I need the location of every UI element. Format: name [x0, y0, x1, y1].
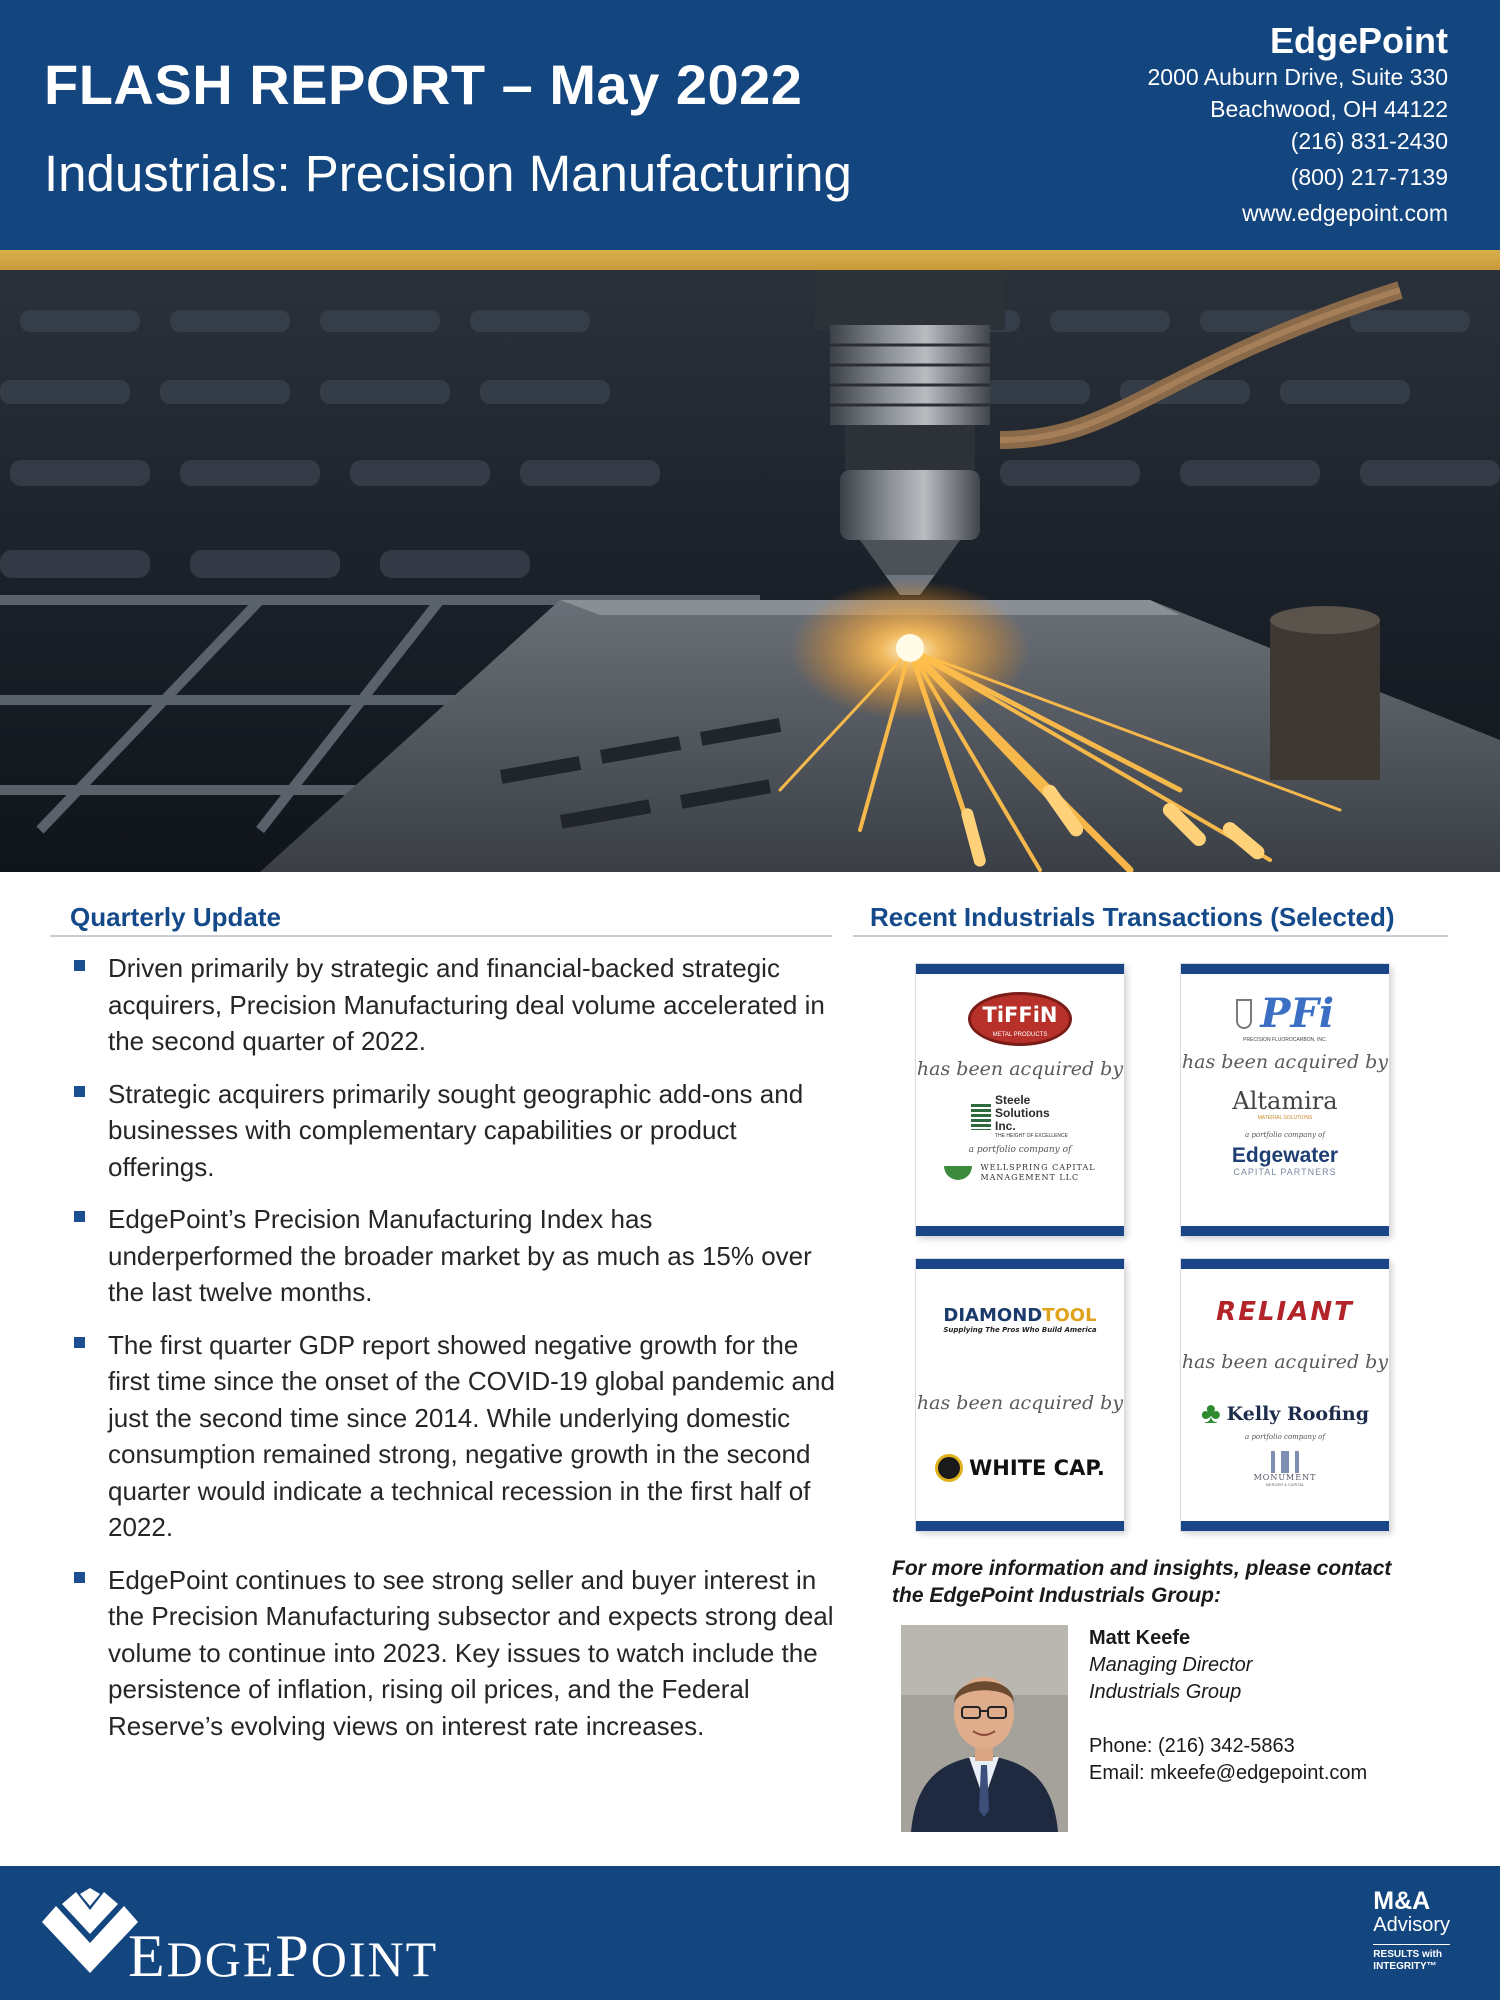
contact-heading: For more information and insights, please contact the EdgePoint Industrials Group: — [892, 1557, 1392, 1607]
firm-contact-block — [1148, 20, 1448, 229]
transactions-rule — [853, 935, 1448, 937]
contact-email[interactable]: Email: mkeefe@edgepoint.com — [1089, 1762, 1368, 1784]
tombstone-pfi — [1181, 964, 1389, 1236]
transactions-heading: Recent Industrials Transactions (Selected) — [870, 902, 1395, 932]
contact-title: Managing Director — [1089, 1654, 1253, 1676]
pfi-logo: PFi PRECISION FLUOROCARBON, INC. — [1181, 990, 1389, 1043]
contact-details — [1089, 1625, 1367, 1787]
list-item: Driven primarily by strategic and financial-backed strategic acquirers, Precision Manufacturing deal volume accelerated in the second quarter of 2022. — [70, 950, 840, 1060]
wellspring-logo: WELLSPRING CAPITAL MANAGEMENT LLC — [916, 1163, 1124, 1183]
quarterly-update-heading: Quarterly Update — [70, 902, 281, 932]
steele-solutions-logo: Steele Solutions Inc. THE HEIGHT OF EXCELLENCE — [960, 1094, 1080, 1139]
kelly-roofing-logo: ♣ Kelly Roofing — [1200, 1397, 1369, 1430]
flask-icon — [1236, 999, 1252, 1029]
phone-local: (216) 831-2430 — [1290, 128, 1448, 155]
tiffin-logo: TiFFiN METAL PRODUCTS — [968, 992, 1072, 1046]
tombstone-tiffin — [916, 964, 1124, 1236]
report-header — [0, 0, 1500, 250]
leaf-icon — [944, 1166, 972, 1180]
white-cap-logo: WHITE CAP. — [916, 1454, 1124, 1482]
bullet-square-icon — [74, 1086, 85, 1097]
gold-divider — [0, 250, 1500, 270]
diamond-tool-logo: DIAMONDTOOL Supplying The Pros Who Build America — [943, 1305, 1097, 1334]
website-link[interactable]: www.edgepoint.com — [1242, 200, 1448, 227]
quarterly-update-list — [70, 950, 840, 1760]
building-icon — [971, 1104, 991, 1130]
quarterly-update-rule — [50, 935, 832, 937]
altamira-logo: Altamira MATERIAL SOLUTIONS — [1232, 1087, 1338, 1121]
bullet-square-icon — [74, 1572, 85, 1583]
list-item: EdgePoint continues to see strong seller and buyer interest in the Precision Manufacturing subsector and expects strong deal volume to continue into 2023. Key issues to watch include the persistence of inflation, rising oil prices, and the Federal Reserve’s evolving views on interest rate increases. — [70, 1562, 840, 1745]
list-item: Strategic acquirers primarily sought geographic add-ons and businesses with complementary capabilities or product offerings. — [70, 1076, 840, 1186]
contact-name: Matt Keefe — [1089, 1627, 1191, 1649]
list-item: EdgePoint’s Precision Manufacturing Index has underperformed the broader market by as much as 15% over the last twelve months. — [70, 1201, 840, 1311]
acquired-label: has been acquired by — [916, 1392, 1124, 1414]
acquired-label: has been acquired by — [1181, 1351, 1389, 1373]
edgepoint-wordmark: EDGEPOINT — [128, 1923, 439, 1989]
edgepoint-diamond-logo-icon — [40, 1888, 140, 1978]
monument-logo: MONUMENT MERGER & CAPITAL — [1181, 1451, 1389, 1487]
contact-group: Industrials Group — [1089, 1681, 1242, 1703]
address-line-2: Beachwood, OH 44122 — [1210, 96, 1448, 123]
address-line-1: 2000 Auburn Drive, Suite 330 — [1147, 64, 1448, 91]
page-footer — [0, 1866, 1500, 2000]
bullet-square-icon — [74, 960, 85, 971]
edgewater-logo: Edgewater CAPITAL PARTNERS — [1231, 1144, 1339, 1177]
hero-image-laser-cutting — [0, 270, 1500, 872]
acquired-label: has been acquired by — [916, 1058, 1124, 1080]
skyline-icon — [1263, 1451, 1307, 1473]
reliant-logo: RELIANT — [1216, 1297, 1354, 1327]
bullet-square-icon — [74, 1211, 85, 1222]
contact-photo — [901, 1625, 1068, 1832]
cap-icon — [935, 1454, 963, 1482]
portfolio-label: a portfolio company of — [968, 1145, 1072, 1155]
contact-phone: Phone: (216) 342-5863 — [1089, 1735, 1295, 1757]
acquired-label: has been acquired by — [1181, 1051, 1389, 1073]
firm-name: EdgePoint — [1270, 20, 1448, 61]
report-subtitle: Industrials: Precision Manufacturing — [44, 145, 852, 202]
bullet-square-icon — [74, 1337, 85, 1348]
phone-tollfree: (800) 217-7139 — [1290, 164, 1448, 191]
list-item: The first quarter GDP report showed negative growth for the first time since the onset of the COVID-19 global pandemic and just the second time since 2014. While underlying domestic consumption remained strong, negative growth in the second quarter would indicate a technical recession in the first half of 2022. — [70, 1327, 840, 1546]
shamrock-icon: ♣ — [1200, 1397, 1221, 1430]
ma-advisory-badge: M&A Advisory RESULTS with INTEGRITY™ — [1373, 1887, 1450, 1972]
report-title: FLASH REPORT – May 2022 — [44, 53, 803, 116]
tombstone-diamond-tool — [916, 1259, 1124, 1531]
portfolio-label: a portfolio company of — [1245, 1433, 1325, 1441]
portfolio-label: a portfolio company of — [1245, 1131, 1325, 1139]
tombstone-reliant — [1181, 1259, 1389, 1531]
